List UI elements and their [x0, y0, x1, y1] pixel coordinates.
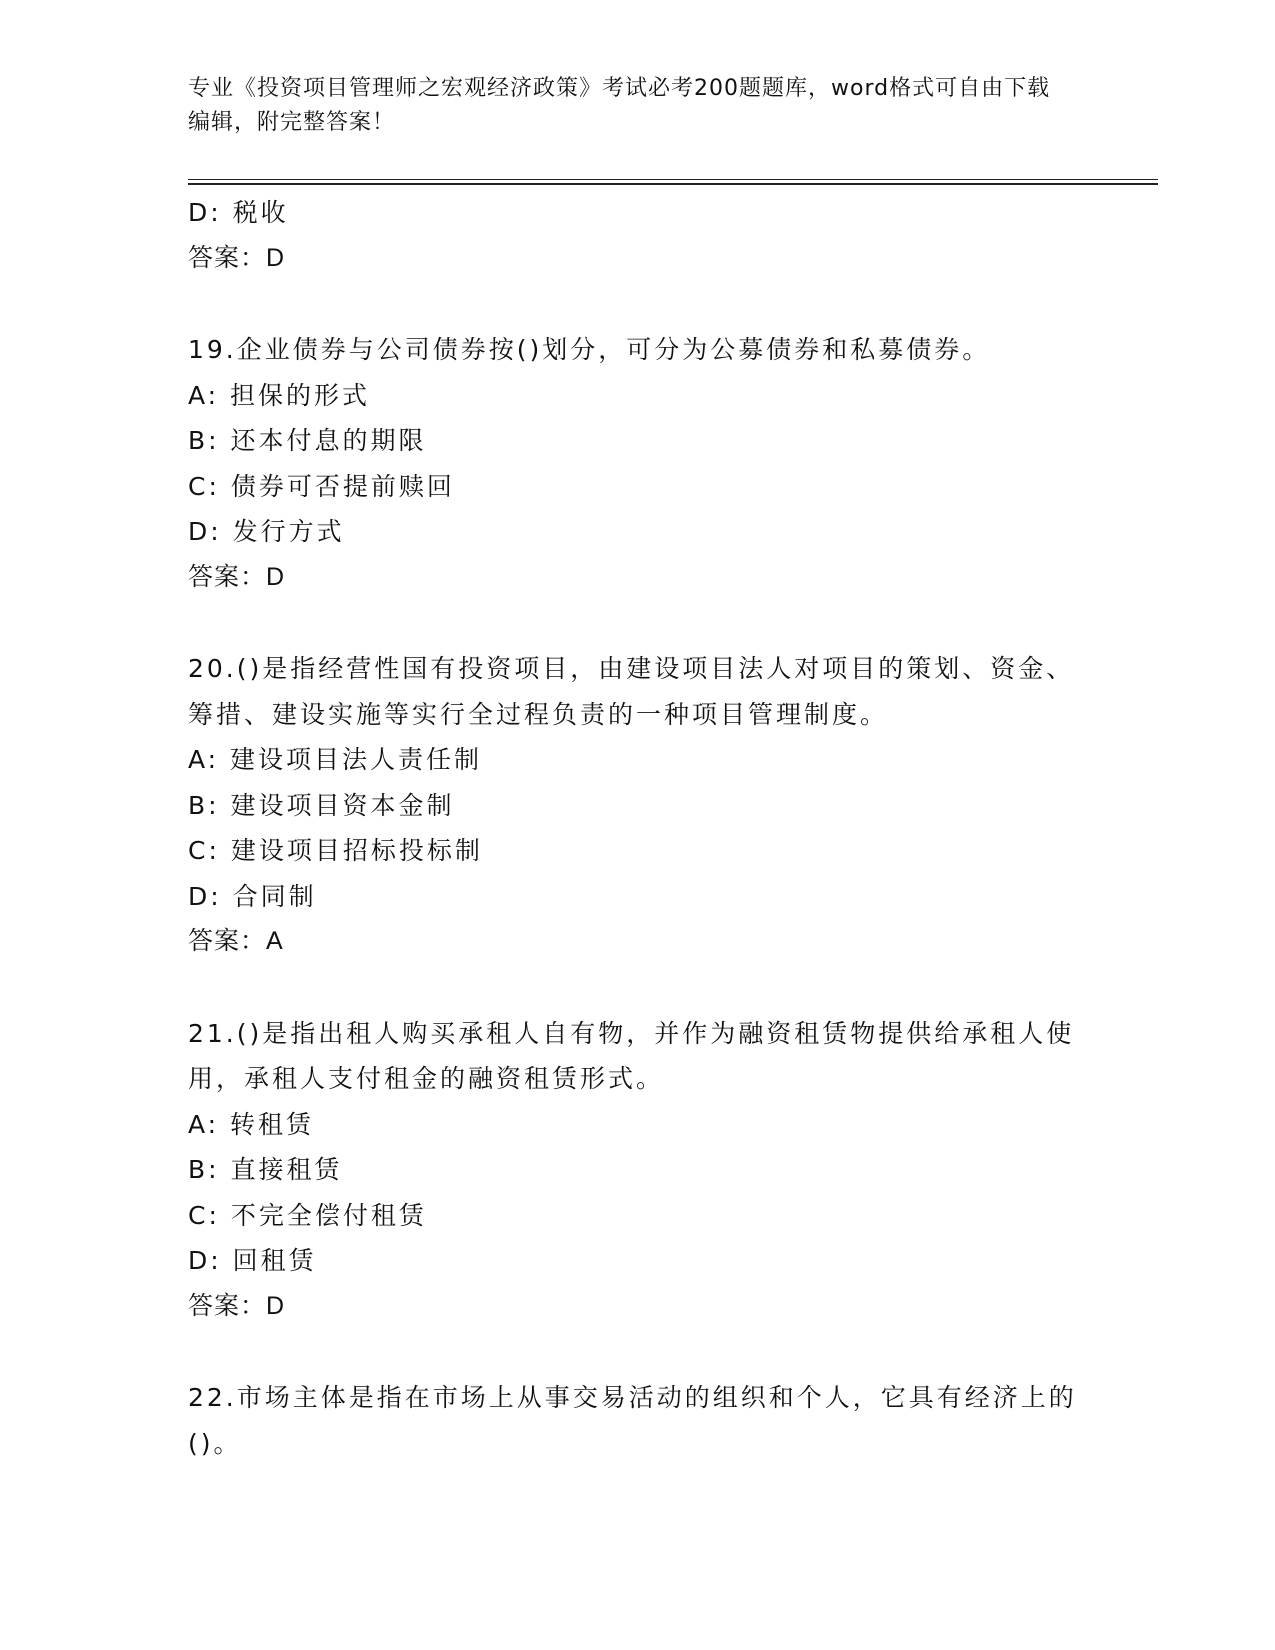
header-divider-thick — [188, 183, 1158, 185]
question-list — [188, 190, 1088, 1466]
option-c: C: 不完全偿付租赁 — [188, 1200, 427, 1230]
spacer — [188, 281, 1088, 327]
option-d: D: 税收 — [188, 198, 289, 227]
spacer — [188, 600, 1088, 646]
question-18-fragment — [188, 190, 1088, 281]
option-a: A: 担保的形式 — [188, 380, 371, 410]
option-b: B: 还本付息的期限 — [188, 426, 427, 455]
option-b: B: 直接租赁 — [188, 1155, 343, 1184]
question-20 — [188, 646, 1088, 965]
option-a: A: 转租赁 — [188, 1109, 315, 1139]
option-c: C: 债券可否提前赎回 — [188, 471, 455, 501]
header-divider-thin — [188, 179, 1158, 180]
header-text: 专业《投资项目管理师之宏观经济政策》考试必考200题题库，word格式可自由下载编辑，附完整答案！ — [188, 76, 1051, 135]
page-header — [188, 72, 1068, 140]
question-text: 21.()是指出租人购买承租人自有物，并作为融资租赁物提供给承租人使用，承租人支付租金的融资租赁形式。 — [188, 1018, 1075, 1093]
answer-line: 答案：D — [188, 562, 286, 591]
question-text: 20.()是指经营性国有投资项目，由建设项目法人对项目的策划、资金、筹措、建设实施等实行全过程负责的一种项目管理制度。 — [188, 654, 1075, 729]
option-b: B: 建设项目资本金制 — [188, 790, 455, 820]
option-d: D: 回租赁 — [188, 1246, 317, 1275]
question-text: 19.企业债券与公司债券按()划分，可分为公募债券和私募债券。 — [188, 335, 991, 364]
answer-line: 答案：A — [188, 927, 284, 955]
answer-line: 答案：D — [188, 243, 286, 272]
question-19 — [188, 327, 1088, 600]
answer-line: 答案：D — [188, 1291, 286, 1320]
question-22 — [188, 1375, 1088, 1466]
spacer — [188, 1329, 1088, 1375]
option-a: A: 建设项目法人责任制 — [188, 745, 483, 774]
question-21 — [188, 1011, 1088, 1330]
spacer — [188, 965, 1088, 1011]
option-d: D: 合同制 — [188, 881, 317, 911]
option-c: C: 建设项目招标投标制 — [188, 836, 483, 865]
question-text: 22.市场主体是指在市场上从事交易活动的组织和个人，它具有经济上的()。 — [188, 1383, 1077, 1458]
option-d: D: 发行方式 — [188, 517, 345, 546]
